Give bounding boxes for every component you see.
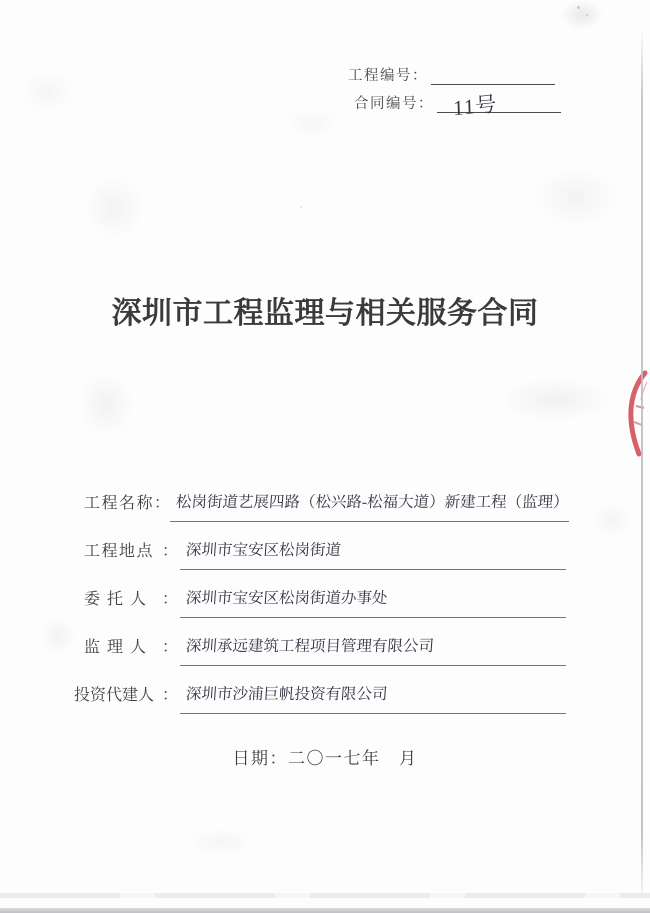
scan-noise (560, 0, 604, 30)
contract-number-blank-line (437, 90, 561, 121)
supervisor-value: 深圳承远建筑工程项目管理有限公司 (185, 638, 435, 655)
investment-agent-value: 深圳市沙浦巨帆投资有限公司 (185, 686, 389, 703)
document-title: 深圳市工程监理与相关服务合同 (111, 297, 539, 330)
contract-fields-block (74, 478, 570, 718)
field-colon: ： (162, 687, 179, 704)
project-number-row (348, 63, 561, 85)
scan-noise (84, 176, 144, 240)
project-name-underline (170, 490, 569, 522)
scan-noise (498, 378, 610, 422)
investment-agent-label: 投资代建人 (74, 687, 155, 704)
date-line: 日期：二〇一七年 月 (232, 749, 418, 768)
scan-noise (188, 828, 254, 856)
scan-noise (592, 500, 632, 540)
contract-number-handwritten-value: 11号 (452, 91, 498, 121)
document-numbers-block (348, 63, 561, 119)
project-number-blank-line (431, 62, 555, 85)
supervisor-label: 监 理 人 (84, 639, 148, 656)
field-row-investment-agent (74, 670, 566, 714)
scan-noise (20, 70, 74, 112)
field-colon: ： (162, 543, 179, 560)
field-colon: ： (154, 495, 171, 512)
scan-speck (586, 14, 588, 16)
project-location-value: 深圳市宝安区松岗街道 (185, 542, 342, 559)
client-value: 深圳市宝安区松岗街道办事处 (185, 590, 389, 607)
client-underline (180, 586, 566, 618)
project-name-label: 工程名称 (84, 495, 155, 512)
field-colon: ： (162, 639, 179, 656)
project-number-label: 工程编号： (348, 68, 428, 84)
red-seal-arc-icon (616, 370, 650, 458)
page-edge-line (641, 28, 643, 904)
scan-speck (577, 6, 580, 9)
field-colon: ： (162, 591, 179, 608)
scan-speck (300, 206, 302, 208)
bottom-scan-edge (0, 908, 650, 913)
investment-agent-underline (180, 682, 566, 714)
field-row-client (84, 574, 566, 618)
contract-number-label: 合同编号： (354, 96, 434, 112)
project-location-underline (180, 538, 566, 570)
field-row-supervisor (84, 622, 566, 666)
scan-noise (286, 108, 338, 138)
field-row-project-location (84, 526, 566, 570)
project-location-label: 工程地点 (84, 543, 155, 560)
bottom-scan-band (0, 893, 650, 898)
scan-noise (534, 168, 618, 228)
client-label: 委 托 人 (84, 591, 148, 608)
scan-noise (78, 372, 134, 438)
supervisor-underline (180, 634, 566, 666)
field-row-project-name (84, 478, 570, 522)
project-name-value: 松岗街道艺展四路（松兴路-松福大道）新建工程（监理） (175, 494, 570, 511)
contract-number-row (354, 91, 561, 121)
scan-noise (40, 616, 76, 656)
